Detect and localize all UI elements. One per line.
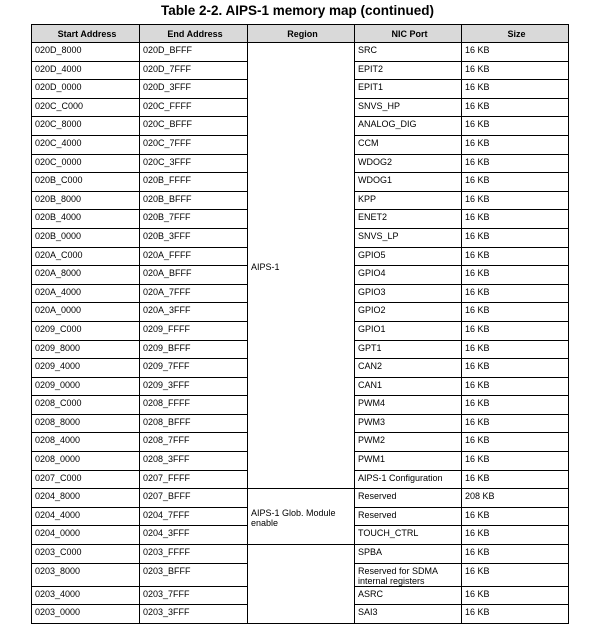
end-address-cell: 0209_FFFF xyxy=(140,321,248,340)
end-address-cell: 0203_3FFF xyxy=(140,605,248,624)
end-address-cell: 020D_7FFF xyxy=(140,61,248,80)
memory-map-table xyxy=(31,24,569,624)
size-cell: 16 KB xyxy=(462,396,569,415)
end-address-cell: 0204_7FFF xyxy=(140,507,248,526)
size-cell: 16 KB xyxy=(462,228,569,247)
nic-port-cell: ASRC xyxy=(355,586,462,605)
end-address-cell: 0203_7FFF xyxy=(140,586,248,605)
size-cell: 16 KB xyxy=(462,80,569,99)
nic-port-cell: ANALOG_DIG xyxy=(355,117,462,136)
end-address-cell: 020D_3FFF xyxy=(140,80,248,99)
size-cell: 16 KB xyxy=(462,247,569,266)
end-address-cell: 0203_FFFF xyxy=(140,545,248,564)
size-cell: 16 KB xyxy=(462,526,569,545)
size-cell: 16 KB xyxy=(462,173,569,192)
start-address-cell: 0203_4000 xyxy=(32,586,140,605)
end-address-cell: 020A_7FFF xyxy=(140,284,248,303)
nic-port-cell: PWM1 xyxy=(355,452,462,471)
end-address-cell: 0208_BFFF xyxy=(140,414,248,433)
nic-port-cell: PWM2 xyxy=(355,433,462,452)
start-address-cell: 020C_8000 xyxy=(32,117,140,136)
end-address-cell: 0209_7FFF xyxy=(140,359,248,378)
start-address-cell: 0209_0000 xyxy=(32,377,140,396)
start-address-cell: 020A_4000 xyxy=(32,284,140,303)
nic-port-cell: CCM xyxy=(355,135,462,154)
start-address-cell: 020D_4000 xyxy=(32,61,140,80)
end-address-cell: 020A_BFFF xyxy=(140,266,248,285)
end-address-cell: 020A_3FFF xyxy=(140,303,248,322)
start-address-cell: 020C_0000 xyxy=(32,154,140,173)
size-cell: 208 KB xyxy=(462,489,569,508)
header-region: Region xyxy=(248,25,355,43)
region-cell: AIPS-1 Glob. Module enable xyxy=(248,489,355,545)
size-cell: 16 KB xyxy=(462,191,569,210)
start-address-cell: 0208_0000 xyxy=(32,452,140,471)
nic-port-cell: GPIO2 xyxy=(355,303,462,322)
header-size: Size xyxy=(462,25,569,43)
start-address-cell: 0203_0000 xyxy=(32,605,140,624)
end-address-cell: 0209_3FFF xyxy=(140,377,248,396)
nic-port-cell: TOUCH_CTRL xyxy=(355,526,462,545)
nic-port-cell: PWM4 xyxy=(355,396,462,415)
region-cell xyxy=(248,545,355,624)
end-address-cell: 0208_7FFF xyxy=(140,433,248,452)
start-address-cell: 0209_8000 xyxy=(32,340,140,359)
nic-port-cell: WDOG2 xyxy=(355,154,462,173)
nic-port-cell: GPIO1 xyxy=(355,321,462,340)
size-cell: 16 KB xyxy=(462,210,569,229)
table-row xyxy=(32,545,569,564)
start-address-cell: 0204_4000 xyxy=(32,507,140,526)
nic-port-cell: Reserved xyxy=(355,489,462,508)
nic-port-cell: CAN1 xyxy=(355,377,462,396)
size-cell: 16 KB xyxy=(462,117,569,136)
size-cell: 16 KB xyxy=(462,605,569,624)
end-address-cell: 020A_FFFF xyxy=(140,247,248,266)
start-address-cell: 0204_0000 xyxy=(32,526,140,545)
size-cell: 16 KB xyxy=(462,433,569,452)
size-cell: 16 KB xyxy=(462,452,569,471)
nic-port-cell: EPIT1 xyxy=(355,80,462,99)
end-address-cell: 0207_BFFF xyxy=(140,489,248,508)
size-cell: 16 KB xyxy=(462,61,569,80)
header-row xyxy=(32,25,569,43)
size-cell: 16 KB xyxy=(462,284,569,303)
start-address-cell: 0208_C000 xyxy=(32,396,140,415)
size-cell: 16 KB xyxy=(462,321,569,340)
start-address-cell: 0204_8000 xyxy=(32,489,140,508)
start-address-cell: 020D_0000 xyxy=(32,80,140,99)
nic-port-cell: Reserved xyxy=(355,507,462,526)
table-row xyxy=(32,489,569,508)
start-address-cell: 020A_0000 xyxy=(32,303,140,322)
end-address-cell: 0208_3FFF xyxy=(140,452,248,471)
end-address-cell: 020C_7FFF xyxy=(140,135,248,154)
nic-port-cell: EPIT2 xyxy=(355,61,462,80)
size-cell: 16 KB xyxy=(462,586,569,605)
nic-port-cell: SAI3 xyxy=(355,605,462,624)
start-address-cell: 020B_8000 xyxy=(32,191,140,210)
region-cell: AIPS-1 xyxy=(248,43,355,489)
end-address-cell: 020C_3FFF xyxy=(140,154,248,173)
start-address-cell: 020C_C000 xyxy=(32,98,140,117)
end-address-cell: 020B_3FFF xyxy=(140,228,248,247)
nic-port-cell: SNVS_HP xyxy=(355,98,462,117)
header-start-address: Start Address xyxy=(32,25,140,43)
header-nic-port: NIC Port xyxy=(355,25,462,43)
start-address-cell: 0209_C000 xyxy=(32,321,140,340)
nic-port-cell: SNVS_LP xyxy=(355,228,462,247)
size-cell: 16 KB xyxy=(462,470,569,489)
end-address-cell: 020B_BFFF xyxy=(140,191,248,210)
start-address-cell: 0203_8000 xyxy=(32,563,140,586)
end-address-cell: 0207_FFFF xyxy=(140,470,248,489)
end-address-cell: 020B_7FFF xyxy=(140,210,248,229)
size-cell: 16 KB xyxy=(462,377,569,396)
size-cell: 16 KB xyxy=(462,563,569,586)
nic-port-cell: GPIO5 xyxy=(355,247,462,266)
table-row xyxy=(32,43,569,62)
header-end-address: End Address xyxy=(140,25,248,43)
nic-port-cell: AIPS-1 Configuration xyxy=(355,470,462,489)
nic-port-cell: SPBA xyxy=(355,545,462,564)
start-address-cell: 020B_4000 xyxy=(32,210,140,229)
start-address-cell: 0203_C000 xyxy=(32,545,140,564)
end-address-cell: 020D_BFFF xyxy=(140,43,248,62)
size-cell: 16 KB xyxy=(462,359,569,378)
start-address-cell: 020D_8000 xyxy=(32,43,140,62)
nic-port-cell: ENET2 xyxy=(355,210,462,229)
end-address-cell: 0209_BFFF xyxy=(140,340,248,359)
start-address-cell: 020A_C000 xyxy=(32,247,140,266)
end-address-cell: 020C_FFFF xyxy=(140,98,248,117)
size-cell: 16 KB xyxy=(462,135,569,154)
size-cell: 16 KB xyxy=(462,154,569,173)
start-address-cell: 020B_0000 xyxy=(32,228,140,247)
nic-port-cell: KPP xyxy=(355,191,462,210)
start-address-cell: 020C_4000 xyxy=(32,135,140,154)
end-address-cell: 020B_FFFF xyxy=(140,173,248,192)
start-address-cell: 0208_4000 xyxy=(32,433,140,452)
size-cell: 16 KB xyxy=(462,43,569,62)
table-caption: Table 2-2. AIPS-1 memory map (continued) xyxy=(160,3,435,18)
size-cell: 16 KB xyxy=(462,414,569,433)
start-address-cell: 0207_C000 xyxy=(32,470,140,489)
size-cell: 16 KB xyxy=(462,303,569,322)
size-cell: 16 KB xyxy=(462,340,569,359)
size-cell: 16 KB xyxy=(462,507,569,526)
start-address-cell: 020B_C000 xyxy=(32,173,140,192)
nic-port-cell: GPT1 xyxy=(355,340,462,359)
end-address-cell: 0203_BFFF xyxy=(140,563,248,586)
end-address-cell: 0208_FFFF xyxy=(140,396,248,415)
end-address-cell: 020C_BFFF xyxy=(140,117,248,136)
nic-port-cell: Reserved for SDMA internal registers xyxy=(355,563,462,586)
start-address-cell: 0208_8000 xyxy=(32,414,140,433)
nic-port-cell: CAN2 xyxy=(355,359,462,378)
start-address-cell: 020A_8000 xyxy=(32,266,140,285)
end-address-cell: 0204_3FFF xyxy=(140,526,248,545)
nic-port-cell: GPIO4 xyxy=(355,266,462,285)
nic-port-cell: PWM3 xyxy=(355,414,462,433)
nic-port-cell: WDOG1 xyxy=(355,173,462,192)
size-cell: 16 KB xyxy=(462,545,569,564)
nic-port-cell: GPIO3 xyxy=(355,284,462,303)
start-address-cell: 0209_4000 xyxy=(32,359,140,378)
nic-port-cell: SRC xyxy=(355,43,462,62)
size-cell: 16 KB xyxy=(462,266,569,285)
size-cell: 16 KB xyxy=(462,98,569,117)
